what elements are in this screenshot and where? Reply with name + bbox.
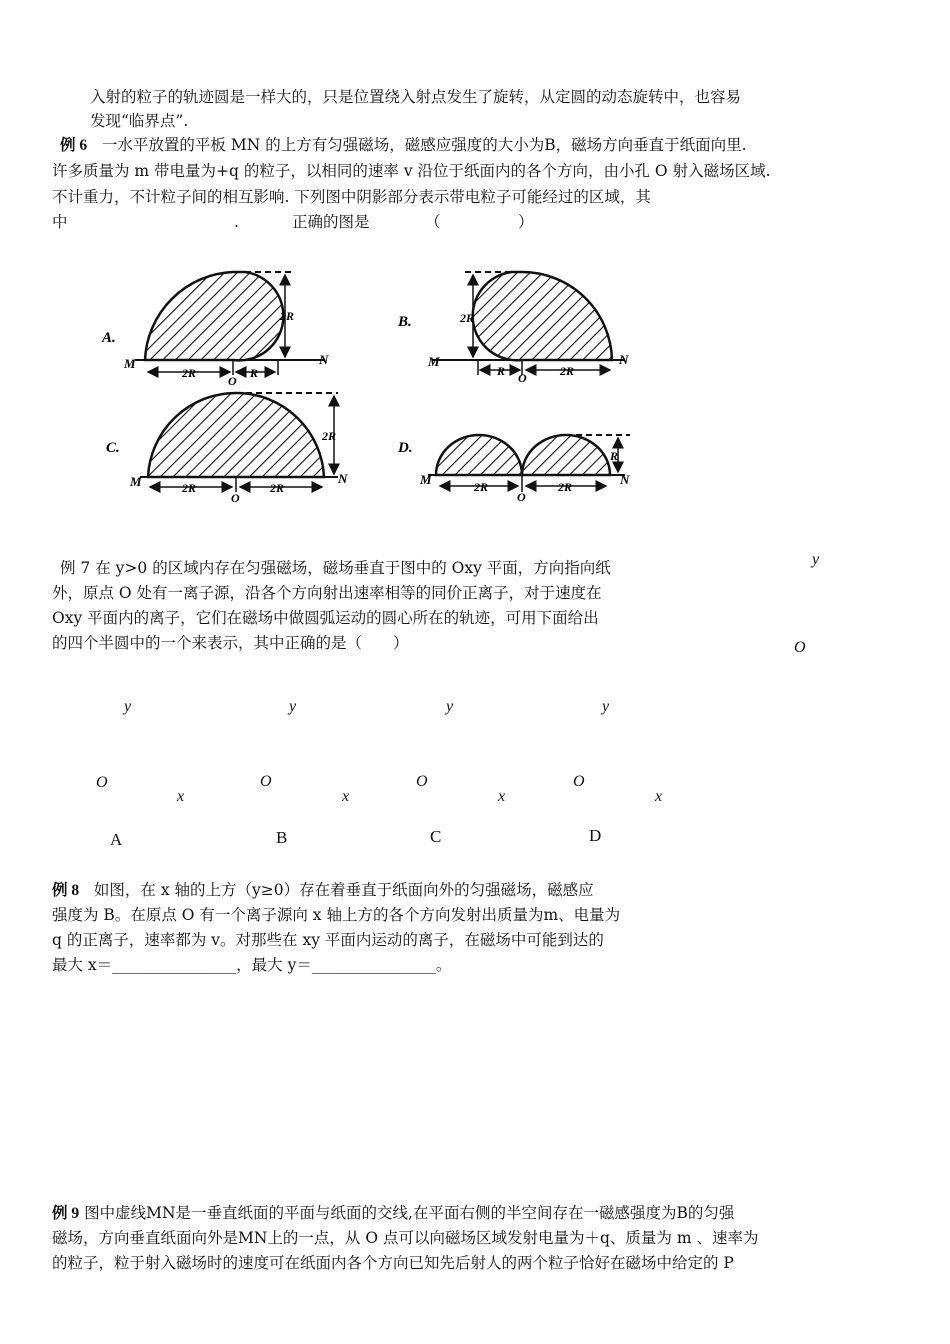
intro-line-2: 发现“临界点”. [90,112,189,130]
ex7-option-a: A [110,830,123,849]
diagram-d-2r-right: 2R [558,480,573,494]
diagram-a-m: M [124,356,136,371]
diagram-c-region [148,393,324,477]
diagram-a-r-bottom: R [250,366,259,380]
diagram-c [106,393,348,505]
ex6-answer-paren: （ ） [425,213,534,231]
ex7-d-x: x [655,788,663,805]
ex7-c-y: y [446,698,454,715]
diagram-d-caption: D. [398,440,413,456]
ex9-line-2: 磁场，方向垂直纸面向外是MN上的一点，从 O 点可以向磁场区域发射电量为＋q、质量为 m 、速率为 [52,1229,759,1247]
diagram-c-caption: C. [106,440,120,456]
diagram-d-r-side: R [610,449,619,463]
ex7-text-1: 在 y>0 的区域内存在匀强磁场，磁场垂直于图中的 Oxy 平面，方向指向纸 [95,559,611,577]
ex8-line-4: 最大 x＝________________，最大 y＝________________。 [52,956,452,974]
ex7-side-o: O [794,639,806,656]
ex8-line-1 [52,879,594,902]
diagram-d-o: O [517,490,526,504]
ex6-line-4b: . [234,213,239,231]
diagram-a-region [145,272,283,360]
diagram-b-r-bottom: R [497,364,506,378]
ex7-b-x: x [342,788,350,805]
diagram-b-n: N [619,352,629,367]
ex7-a-y: y [124,698,132,715]
intro-line-1: 入射的粒子的轨迹圆是一样大的，只是位置绕入射点发生了旋转，从定圆的动态旋转中，也容易 [90,88,742,106]
ex6-text-1: 一水平放置的平板 MN 的上方有匀强磁场，磁感应强度的大小为B，磁场方向垂直于纸面向里. [101,136,747,154]
diagram-a-2r-side: 2R [280,309,295,323]
ex7-d-y: y [602,698,610,715]
diagram-c-2r-left: 2R [182,481,197,495]
diagram-d-m: M [420,472,432,487]
ex6-figure [0,0,950,560]
ex6-line-3: 不计重力，不计粒子间的相互影响. 下列图中阴影部分表示带电粒子可能经过的区域，其 [52,188,651,206]
ex8-line-3: q 的正离子，速率都为 v。对那些在 xy 平面内运动的离子，在磁场中可能到达的 [52,931,604,949]
ex7-a-o: O [96,774,108,791]
diagram-a-n: N [319,352,329,367]
ex8-line-2: 强度为 B。在原点 O 有一个离子源向 x 轴上方的各个方向发射出质量为m、电量为 [52,906,621,924]
diagram-a-2r-bottom: 2R [182,366,197,380]
diagram-d-n: N [620,472,630,487]
diagram-d-region-left [436,435,522,475]
ex6-line-2: 许多质量为 m 带电量为+q 的粒子，以相同的速率 v 沿位于纸面内的各个方向，由小孔 O 射入磁场区域. [52,162,771,180]
ex7-line-4: 的四个半圆中的一个来表示，其中正确的是（ ） [52,634,409,652]
diagram-b-caption: B. [398,314,412,330]
ex8-text-1: 如图，在 x 轴的上方（y≥0）存在着垂直于纸面向外的匀强磁场，磁感应 [93,881,594,899]
diagram-b-2r-side: 2R [460,311,475,325]
ex7-side-y: y [812,551,820,568]
diagram-c-n: N [338,471,348,486]
ex6-label: 例 6 [60,137,88,154]
ex7-a-x: x [177,788,185,805]
diagram-b [397,272,629,385]
ex7-option-d: D [589,826,602,845]
diagram-b-o: O [518,371,527,385]
diagram-c-2r-right: 2R [270,481,285,495]
ex7-line-2: 外，原点 O 处有一离子源，沿各个方向射出速率相等的同价正离子，对于速度在 [52,584,602,602]
diagram-a-caption: A. [102,330,116,346]
ex7-d-o: O [573,773,585,790]
ex7-b-o: O [260,773,272,790]
ex7-line-3: Oxy 平面内的离子，它们在磁场中做圆弧运动的圆心所在的轨迹，可用下面给出 [52,609,599,627]
ex9-text-1: 图中虚线MN是一垂直纸面的平面与纸面的交线,在平面右侧的半空间存在一磁感强度为B的匀强 [84,1204,735,1222]
diagram-c-2r-side: 2R [322,429,337,443]
ex6-line-4c: 正确的图是 [292,213,370,231]
diagram-d-2r-left: 2R [474,480,489,494]
ex7-option-c: C [430,827,442,846]
diagram-d [397,435,630,504]
ex9-line-3: 的粒子，粒于射入磁场时的速度可在纸面内各个方向已知先后射人的两个粒子恰好在磁场中给定的 P [52,1254,734,1272]
diagram-b-2r-bottom: 2R [560,364,575,378]
diagram-a-o: O [228,374,237,388]
ex8-label: 例 8 [52,882,80,899]
ex7-option-b: B [276,828,288,847]
ex6-line-4a: 中 [52,213,68,231]
ex7-c-o: O [416,773,428,790]
diagram-b-region [473,272,612,360]
ex7-c-x: x [498,788,506,805]
ex9-label: 例 9 [52,1205,80,1222]
ex7-label: 例 7 [60,559,91,577]
diagram-d-region-right [522,435,610,475]
diagram-b-m: M [428,354,440,369]
ex7-b-y: y [289,698,297,715]
ex9-line-1 [52,1202,734,1225]
diagram-c-m: M [130,474,142,489]
diagram-a [101,272,329,388]
ex7-line-1 [60,557,611,579]
diagram-c-o: O [231,491,240,505]
